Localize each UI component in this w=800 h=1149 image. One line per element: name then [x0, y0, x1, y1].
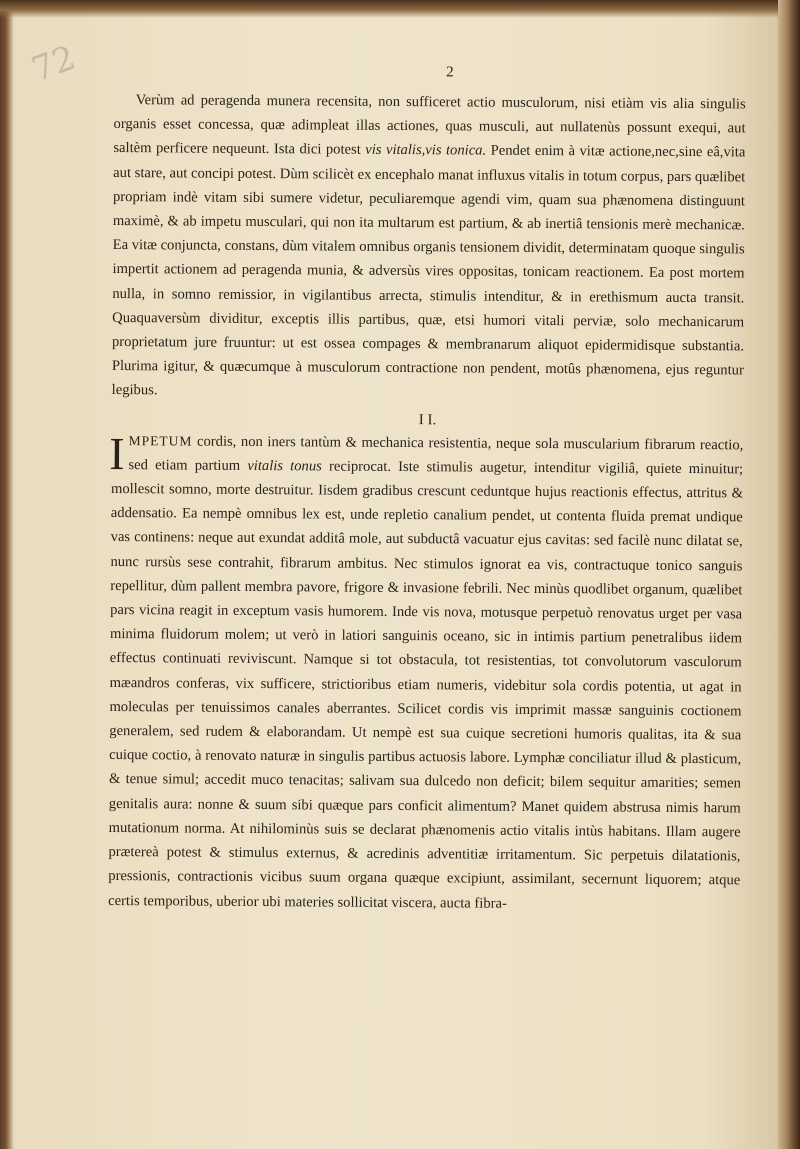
section-heading: I I. [418, 411, 437, 428]
paragraph-2-text-a: cordis, non iners tantùm & mechanica resistentia, neque sola muscularium fibrarum reactio, sed etiam partium [128, 433, 744, 474]
paragraph-1-italic: vis vitalis,vis tonica. [365, 142, 487, 160]
drop-cap: I [109, 427, 125, 479]
margin-annotation: 72 [26, 37, 81, 91]
page-top-edge [0, 0, 800, 18]
paragraph-1-text-b: Pendet enim à vitæ actione,nec,sine eâ,vita aut stare, aut concipi potest. Dùm scilicèt ex encephalo manat influxus vitalis in totum corpus, pars quælibet propriam indè vitam sibi sumere videtur, peculiaremque agendi vim, quam sua phænomena distinguunt maximè, & ab impetu musculari, qui non ita multarum est partium, & ab inertiâ tensionis merè mechanicæ. Ea vitæ conjuncta, constans, dùm vitalem omnibus organis tensionem dividit, determinatam quoque singulis impertit actionem ad peragenda munia, & adversùs vires oppositas, tonicam reactionem. Ea post mortem nulla, in somno remissior, in vigilantibus arrecta, stimulis intenditur, & in erethismum aucta transit. Quaquaversùm dividitur, exceptis illis partibus, quæ, etsi humori vitali perviæ, solo mechanicarum proprietatum jure fruuntur: ut est ossea compages & membranarum aliquot epidermidisque substantia. Plurima igitur, & quæcumque à musculorum contractione non pendent, motûs phænomena, ejus reguntur legibus. [111, 143, 746, 399]
opening-word: MPETUM [128, 432, 193, 449]
text-block [108, 60, 746, 917]
paragraph-1 [112, 88, 746, 407]
paragraph-2-italic: vitalis tonus [247, 457, 322, 475]
paragraph-1-text-a: Verùm ad peragenda munera recensita, non sufficeret actio musculorum, nisi etiàm vis alia singulis organis esset concessa, quæ adimpleat illas actiones, quas musculi, aut nullatenùs possunt exequi, aut saltèm perficere nequeunt. Ista dici potest [113, 92, 746, 159]
paragraph-2 [108, 429, 743, 917]
page-number: 2 [446, 64, 454, 81]
book-binding-edge [778, 0, 800, 1149]
paragraph-2-text-b: reciprocat. Iste stimulis augetur, intenditur vigiliâ, quiete minuitur; mollescit somno, morte destruitur. Iisdem gradibus crescunt ceduntque hujus reactionis effectus, attritus & addensatio. Ea nempè omnibus lex est, unde repletio canalium pendet, ut contenta fluida premat undique vas continens: neque aut exundat additâ mole, aut subductâ vacuatur ejus cavitas: sed facilè nunc dilatat se, nunc rursùs sese contrahit, fibrarum ambitus. Nec stimulos ignorat ea vis, contractuque tonico sanguis repellitur, dùm pallent membra pavore, frigore & invasione febrili. Nec minùs quodlibet organum, quælibet pars vicina reagit in exceptum vasis humorem. Inde vis nova, motusque perpetuò renovatus urget per vasa minima fluidorum molem; ut verò in latiori sanguinis oceano, sic in intimis partium penetralibus iidem effectus continuati reviviscunt. Namque si tot obstacula, tot resistentias, tot convolutorum vasculorum mæandros conferas, vix sufficere, strictioribus etiam numeris, videbitur sola cordis potentia, ut agat in moleculas per tenuissimos canales aberrantes. Scilicet cordis vis imprimit massæ sanguinis coctionem generalem, sed rudem & elaborandam. Ut nempè est sua cuique secretioni humoris qualitas, ita & sua cuique coctio, à renovato naturæ in singulis partibus actuosis labore. Lymphæ conciliatur illud & plasticum, & tenue simul; accedit muco tenacitas; salivam sua dulcedo non deficit; bilem sequitur amarities; semen genitalis aura: nonne & suum sibi quæque pars conficit alimentum? Manet quidem abstrusa nimis harum mutationum norma. At nihilominùs suis se declarat phænomenis actio vitalis intùs habitans. Illam augere prætereà potest & stimulus externus, & acredinis adventitiæ irritamentum. Sic perpetuis dilatationis, pressionis, contractionis vicibus suum organa quæque excipiunt, assimilant, secernunt liquorem; atque certis temporibus, uberior ubi materies sollicitat viscera, aucta fibra- [108, 458, 744, 912]
